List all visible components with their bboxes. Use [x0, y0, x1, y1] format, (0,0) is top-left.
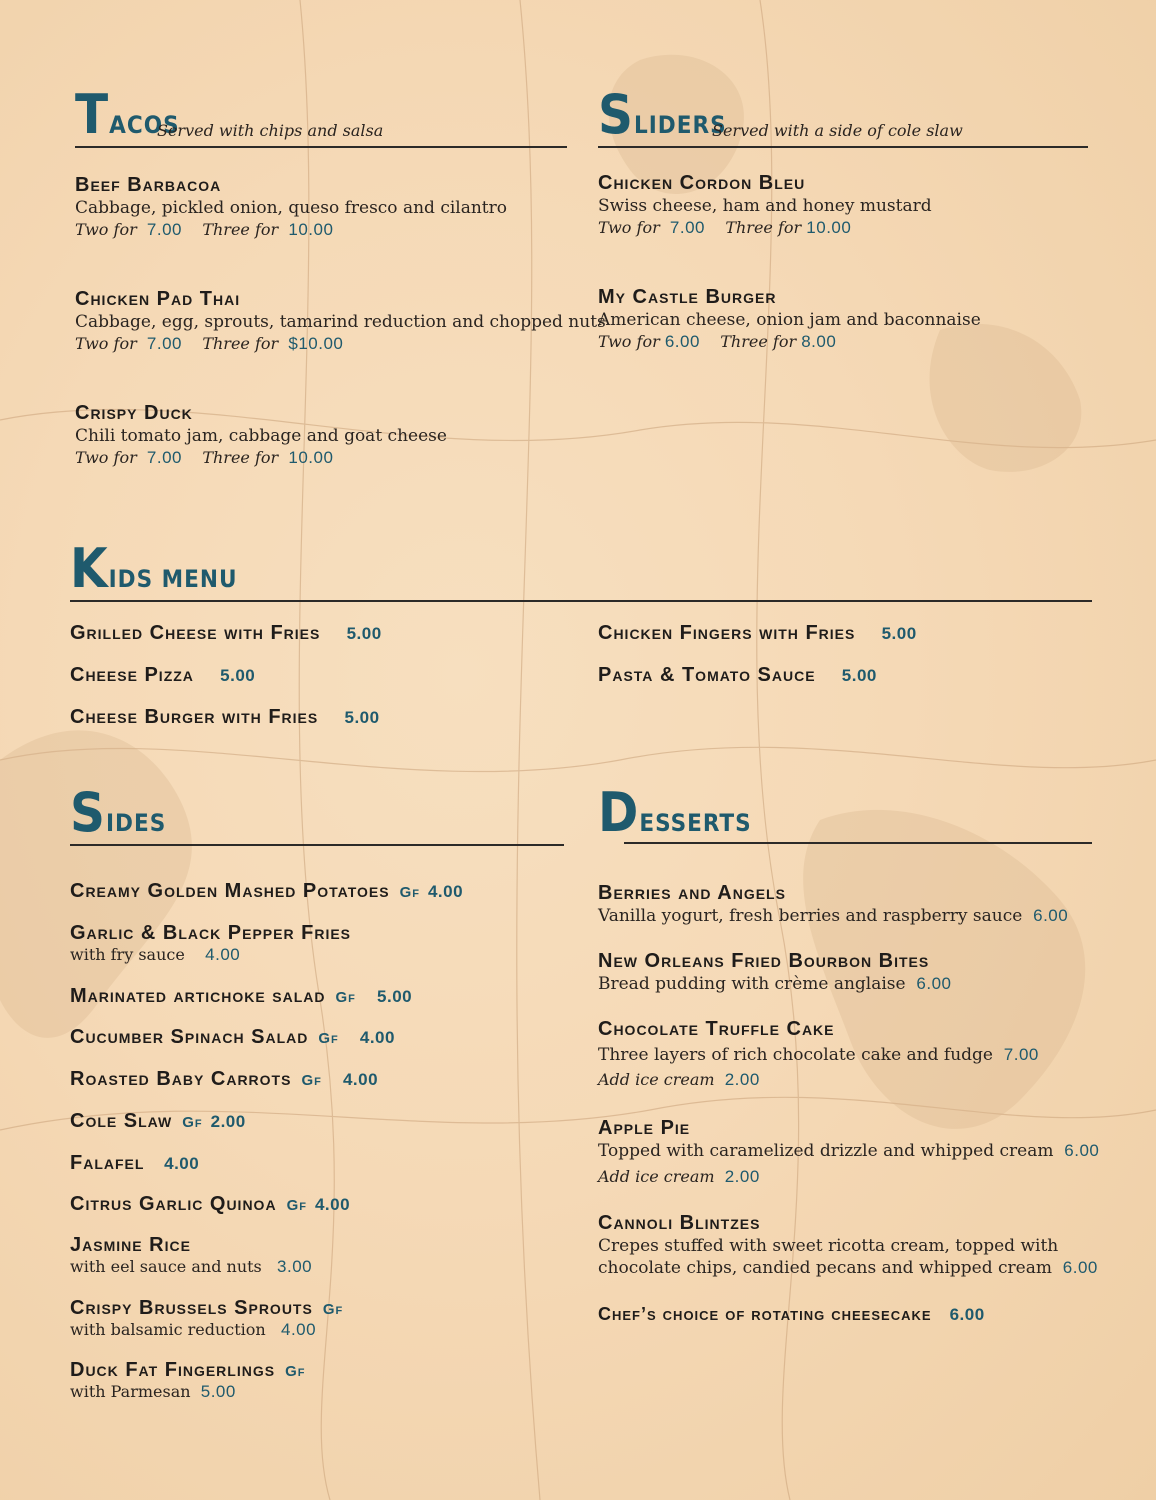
kids-menu-section	[70, 530, 1092, 740]
side-item: Marinated artichoke salad Gf 5.00	[70, 985, 413, 1007]
side-item: Falafel 4.00	[70, 1152, 200, 1174]
dessert-item: Cannoli Blintzes Crepes stuffed with sweet ricotta cream, topped with chocolate chips, candied pecans and whipped cream 6.00	[598, 1212, 1098, 1278]
tacos-section	[75, 76, 606, 496]
side-item: Citrus Garlic Quinoa Gf 4.00	[70, 1193, 351, 1215]
desserts-section	[598, 774, 1100, 1334]
sliders-subtitle: Served with a side of cole slaw	[712, 121, 963, 140]
side-item: Crispy Brussels Sprouts Gf with balsamic reduction 4.00	[70, 1297, 344, 1339]
gluten-free-icon: Gf	[399, 884, 420, 901]
desserts-title: DESSERTS	[598, 781, 752, 844]
sides-header	[70, 774, 564, 846]
dessert-item: New Orleans Fried Bourbon Bites Bread pudding with crème anglaise 6.00	[598, 950, 952, 994]
sliders-header	[598, 76, 1088, 148]
side-item: Cole Slaw Gf 2.00	[70, 1110, 246, 1132]
gluten-free-icon: Gf	[182, 1114, 203, 1131]
gluten-free-icon: Gf	[335, 989, 356, 1006]
sides-title: SIDES	[70, 781, 167, 844]
desserts-header	[598, 774, 1092, 844]
kids-item: Cheese Pizza 5.00	[70, 664, 256, 686]
menu-item: Beef Barbacoa Cabbage, pickled onion, queso fresco and cilantro Two for 7.00 Three for 10.00	[75, 174, 507, 239]
desserts-header-rule	[624, 842, 1092, 844]
gluten-free-icon: Gf	[318, 1030, 339, 1047]
tacos-header	[75, 76, 567, 148]
kids-item: Grilled Cheese with Fries 5.00	[70, 622, 382, 644]
gluten-free-icon: Gf	[286, 1197, 307, 1214]
sides-section	[70, 774, 564, 1414]
gluten-free-icon: Gf	[301, 1072, 322, 1089]
menu-item: My Castle Burger American cheese, onion jam and baconnaise Two for 6.00 Three for 8.00	[598, 286, 981, 351]
dessert-item: Berries and Angels Vanilla yogurt, fresh berries and raspberry sauce 6.00	[598, 882, 1069, 926]
side-item: Duck Fat Fingerlings Gf with Parmesan 5.00	[70, 1359, 306, 1401]
menu-item: Crispy Duck Chili tomato jam, cabbage and goat cheese Two for 7.00 Three for 10.00	[75, 402, 447, 467]
side-item: Cucumber Spinach Salad Gf 4.00	[70, 1026, 395, 1048]
sliders-title: SLIDERS	[598, 83, 727, 146]
dessert-item: Chocolate Truffle Cake Three layers of rich chocolate cake and fudge 7.00 Add ice cream 2.00	[598, 1018, 1039, 1089]
side-item: Jasmine Rice with eel sauce and nuts 3.00	[70, 1234, 313, 1276]
tacos-title: TACOS	[75, 83, 180, 146]
dessert-item: Apple Pie Topped with caramelized drizzle and whipped cream 6.00 Add ice cream 2.00	[598, 1117, 1100, 1186]
side-item: Garlic & Black Pepper Fries with fry sauce 4.00	[70, 922, 352, 964]
side-item: Roasted Baby Carrots Gf 4.00	[70, 1068, 379, 1090]
kids-item: Chicken Fingers with Fries 5.00	[598, 622, 917, 644]
gluten-free-icon: Gf	[322, 1301, 344, 1318]
dessert-item: Chef’s choice of rotating cheesecake 6.00	[598, 1304, 985, 1324]
menu-item: Chicken Cordon Bleu Swiss cheese, ham and honey mustard Two for 7.00 Three for 10.00	[598, 172, 932, 237]
kids-menu-title: KIDS MENU	[70, 537, 238, 600]
sliders-section	[598, 76, 1088, 376]
side-item: Creamy Golden Mashed Potatoes Gf 4.00	[70, 880, 464, 902]
kids-item: Pasta & Tomato Sauce 5.00	[598, 664, 877, 686]
menu-item: Chicken Pad Thai Cabbage, egg, sprouts, tamarind reduction and chopped nuts Two for 7.00 Three for $10.00	[75, 288, 606, 353]
gluten-free-icon: Gf	[285, 1363, 306, 1380]
tacos-subtitle: Served with chips and salsa	[157, 121, 384, 140]
kids-item: Cheese Burger with Fries 5.00	[70, 706, 380, 728]
kids-menu-header	[70, 530, 1092, 602]
